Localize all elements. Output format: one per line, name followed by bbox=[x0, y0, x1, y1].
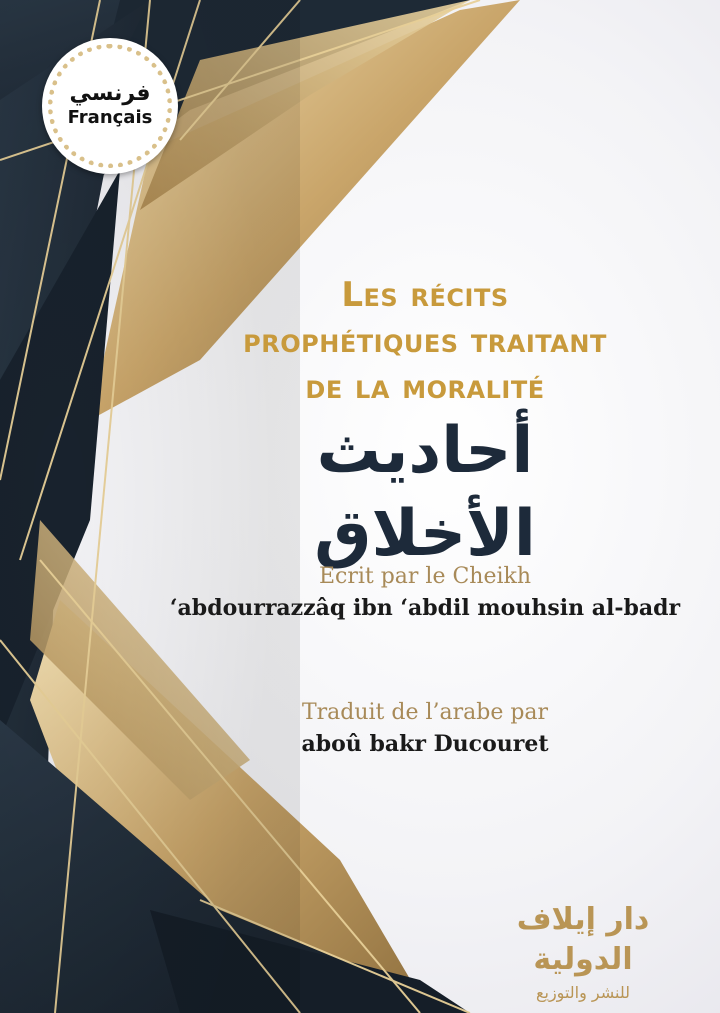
publisher-name: دار إيلاف الدولية bbox=[516, 902, 650, 977]
author-credit bbox=[150, 562, 700, 624]
translator-name: aboû bakr Ducouret bbox=[301, 731, 549, 757]
author-label: Ecrit par le Cheikh bbox=[318, 564, 532, 589]
translator-credit bbox=[150, 698, 700, 760]
translator-label: Traduit de l’arabe par bbox=[301, 700, 549, 725]
title-line-1: Les récits bbox=[341, 275, 509, 315]
author-name: ‘abdourrazzâq ibn ‘abdil mouhsin al-badr bbox=[169, 595, 681, 621]
french-title bbox=[190, 272, 660, 410]
language-badge-french: Français bbox=[67, 107, 153, 129]
publisher-tagline: للنشر والتوزيع bbox=[535, 983, 631, 1002]
language-badge bbox=[42, 38, 178, 174]
arabic-title: أحاديث الأخلاق bbox=[314, 414, 536, 572]
language-badge-arabic: فرنسي bbox=[69, 81, 151, 107]
title-line-2: prophétiques traitant bbox=[243, 321, 607, 361]
publisher-logo bbox=[478, 900, 688, 1006]
title-line-3: de la moralité bbox=[305, 367, 545, 407]
